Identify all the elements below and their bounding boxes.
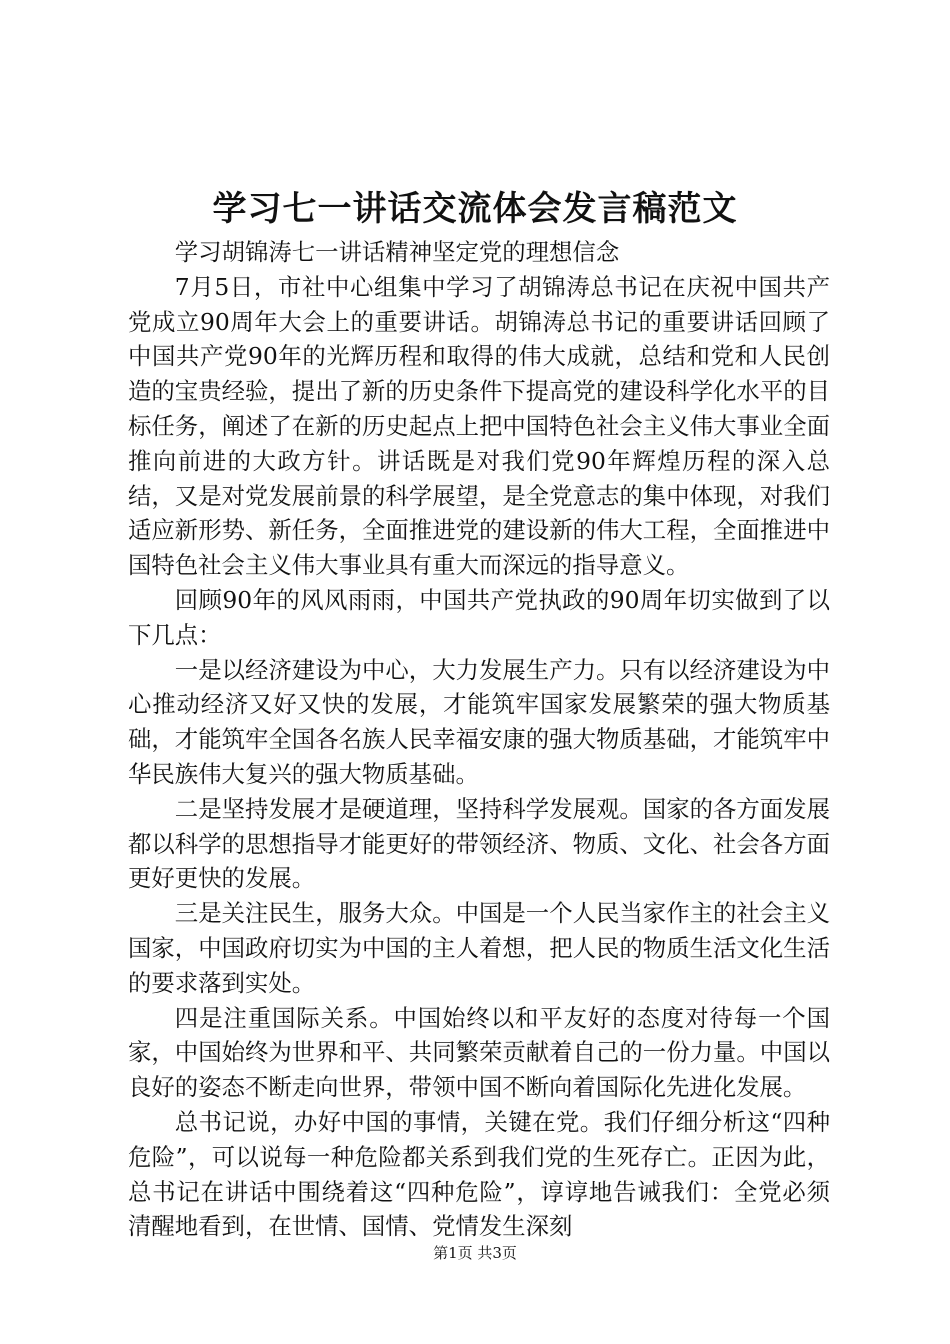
document-title: 学习七一讲话交流体会发言稿范文 <box>212 189 738 229</box>
subtitle-paragraph: 学习胡锦涛七一讲话精神坚定党的理想信念 <box>174 238 620 266</box>
body-paragraph: 四是注重国际关系。中国始终以和平友好的态度对待每一个国家，中国始终为世界和平、共同繁荣贡献着自己的一份力量。中国以良好的姿态不断走向世界，带领中国不断向着国际化先进化发展。 <box>128 1003 830 1102</box>
body-paragraph: 回顾90年的风风雨雨，中国共产党执政的90周年切实做到了以下几点： <box>128 585 830 649</box>
document-body <box>128 235 830 1244</box>
page-number-footer: 第1页 共3页 <box>433 1244 517 1262</box>
body-paragraph: 总书记说，办好中国的事情，关键在党。我们仔细分析这“四种危险”，可以说每一种危险都关系到我们党的生死存亡。正因为此，总书记在讲话中围绕着这“四种危险”，谆谆地告诫我们：全党必须清醒地看到，在世情、国情、党情发生深刻 <box>128 1107 830 1241</box>
body-paragraph: 三是关注民生，服务大众。中国是一个人民当家作主的社会主义国家，中国政府切实为中国的主人着想，把人民的物质生活文化生活的要求落到实处。 <box>128 899 830 997</box>
body-paragraph: 一是以经济建设为中心，大力发展生产力。只有以经济建设为中心推动经济又好又快的发展，才能筑牢国家发展繁荣的强大物质基础，才能筑牢全国各名族人民幸福安康的强大物质基础，才能筑牢中华民族伟大复兴的强大物质基础。 <box>128 655 830 788</box>
body-paragraph: 二是坚持发展才是硬道理，坚持科学发展观。国家的各方面发展都以科学的思想指导才能更好的带领经济、物质、文化、社会各方面更好更快的发展。 <box>128 794 830 893</box>
body-paragraph: 7月5日，市社中心组集中学习了胡锦涛总书记在庆祝中国共产党成立90周年大会上的重要讲话。胡锦涛总书记的重要讲话回顾了中国共产党90年的光辉历程和取得的伟大成就，总结和党和人民创造的宝贵经验，提出了新的历史条件下提高党的建设科学化水平的目标任务，阐述了在新的历史起点上把中国特色社会主义伟大事业全面推向前进的大政方针。讲话既是对我们党90年辉煌历程的深入总结，又是对党发展前景的科学展望，是全党意志的集中体现，对我们适应新形势、新任务，全面推进党的建设新的伟大工程，全面推进中国特色社会主义伟大事业具有重大而深远的指导意义。 <box>128 272 830 580</box>
